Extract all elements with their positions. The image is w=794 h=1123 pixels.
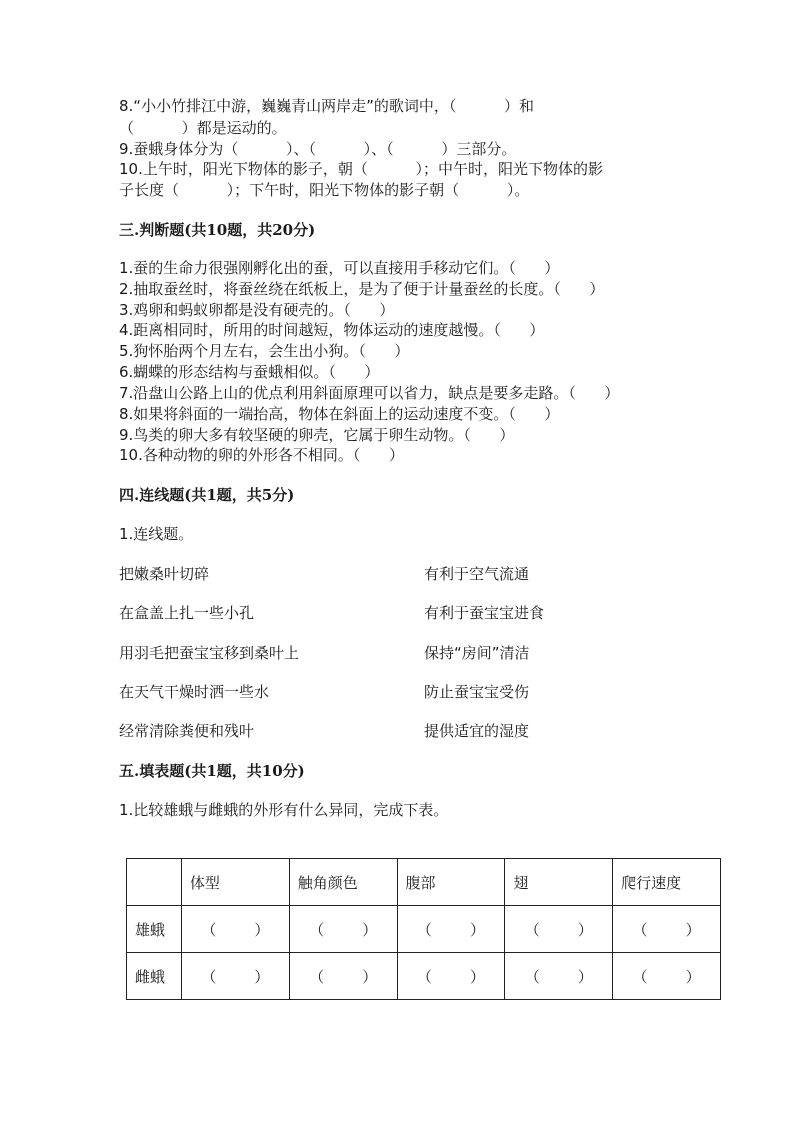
column-header: 腹部	[397, 859, 505, 906]
answer-cell[interactable]: （ ）	[613, 906, 721, 953]
true-false-item: 9.鸟类的卵大多有较坚硬的卵壳，它属于卵生动物。（ ）	[119, 426, 515, 444]
answer-cell[interactable]: （ ）	[181, 906, 289, 953]
matching-left-item: 用羽毛把蚕宝宝移到桑叶上	[119, 644, 300, 662]
section-heading-fill-table: 五.填表题(共1题，共10分)	[119, 762, 305, 780]
matching-right-item: 有利于蚕宝宝进食	[424, 604, 545, 622]
matching-left-item: 在盒盖上扎一些小孔	[119, 604, 255, 622]
answer-cell[interactable]: （ ）	[397, 906, 505, 953]
fill-blank-line-1: 8.“小小竹排江中游，巍巍青山两岸走”的歌词中，（ ）和	[119, 97, 535, 115]
column-header: 爬行速度	[613, 859, 721, 906]
fill-blank-line-3: 9.蚕蛾身体分为（ ）、（ ）、（ ）三部分。	[119, 140, 517, 158]
true-false-item: 3.鸡卵和蚂蚁卵都是没有硬壳的。（ ）	[119, 301, 395, 319]
answer-cell[interactable]: （ ）	[397, 953, 505, 1000]
true-false-item: 8.如果将斜面的一端抬高，物体在斜面上的运动速度不变。（ ）	[119, 405, 560, 423]
true-false-item: 2.抽取蚕丝时，将蚕丝绕在纸板上，是为了便于计量蚕丝的长度。（ ）	[119, 280, 605, 298]
fill-blank-line-5: 子长度（ ）；下午时，阳光下物体的影子朝（ ）。	[119, 181, 530, 199]
matching-left-item: 把嫩桑叶切碎	[119, 565, 210, 583]
true-false-item: 5.狗怀胎两个月左右，会生出小狗。（ ）	[119, 342, 410, 360]
column-header: 触角颜色	[289, 859, 397, 906]
table-corner-cell	[127, 859, 182, 906]
matching-right-item: 提供适宜的湿度	[424, 722, 530, 740]
table-row	[127, 906, 721, 953]
row-label: 雌蛾	[127, 953, 182, 1000]
fill-table-question: 1.比较雄蛾与雌蛾的外形有什么异同，完成下表。	[119, 801, 449, 819]
true-false-item: 1.蚕的生命力很强刚孵化出的蚕，可以直接用手移动它们。（ ）	[119, 259, 560, 277]
true-false-item: 4.距离相同时，所用的时间越短，物体运动的速度越慢。（ ）	[119, 321, 545, 339]
matching-right-item: 有利于空气流通	[424, 565, 530, 583]
row-label: 雄蛾	[127, 906, 182, 953]
fill-blank-line-2: （ ）都是运动的。	[119, 119, 287, 137]
matching-right-item: 防止蚕宝宝受伤	[424, 683, 530, 701]
answer-cell[interactable]: （ ）	[289, 953, 397, 1000]
comparison-table	[126, 858, 721, 1000]
column-header: 体型	[181, 859, 289, 906]
section-heading-matching: 四.连线题(共1题，共5分)	[119, 486, 295, 504]
true-false-item: 6.蝴蝶的形态结构与蚕蛾相似。（ ）	[119, 363, 380, 381]
matching-left-item: 在天气干燥时洒一些水	[119, 683, 270, 701]
matching-right-item: 保持“房间”清洁	[424, 644, 530, 662]
matching-question: 1.连线题。	[119, 525, 194, 543]
column-header: 翅	[505, 859, 613, 906]
answer-cell[interactable]: （ ）	[289, 906, 397, 953]
table-header-row	[127, 859, 721, 906]
section-heading-true-false: 三.判断题(共10题，共20分)	[119, 221, 316, 239]
answer-cell[interactable]: （ ）	[181, 953, 289, 1000]
true-false-item: 10.各种动物的卵的外形各不相同。（ ）	[119, 446, 404, 464]
answer-cell[interactable]: （ ）	[505, 953, 613, 1000]
matching-left-item: 经常清除粪便和残叶	[119, 722, 255, 740]
answer-cell[interactable]: （ ）	[613, 953, 721, 1000]
true-false-item: 7.沿盘山公路上山的优点利用斜面原理可以省力，缺点是要多走路。（ ）	[119, 384, 620, 402]
fill-blank-line-4: 10.上午时，阳光下物体的影子，朝（ ）；中午时，阳光下物体的影	[119, 160, 604, 178]
answer-cell[interactable]: （ ）	[505, 906, 613, 953]
table-row	[127, 953, 721, 1000]
